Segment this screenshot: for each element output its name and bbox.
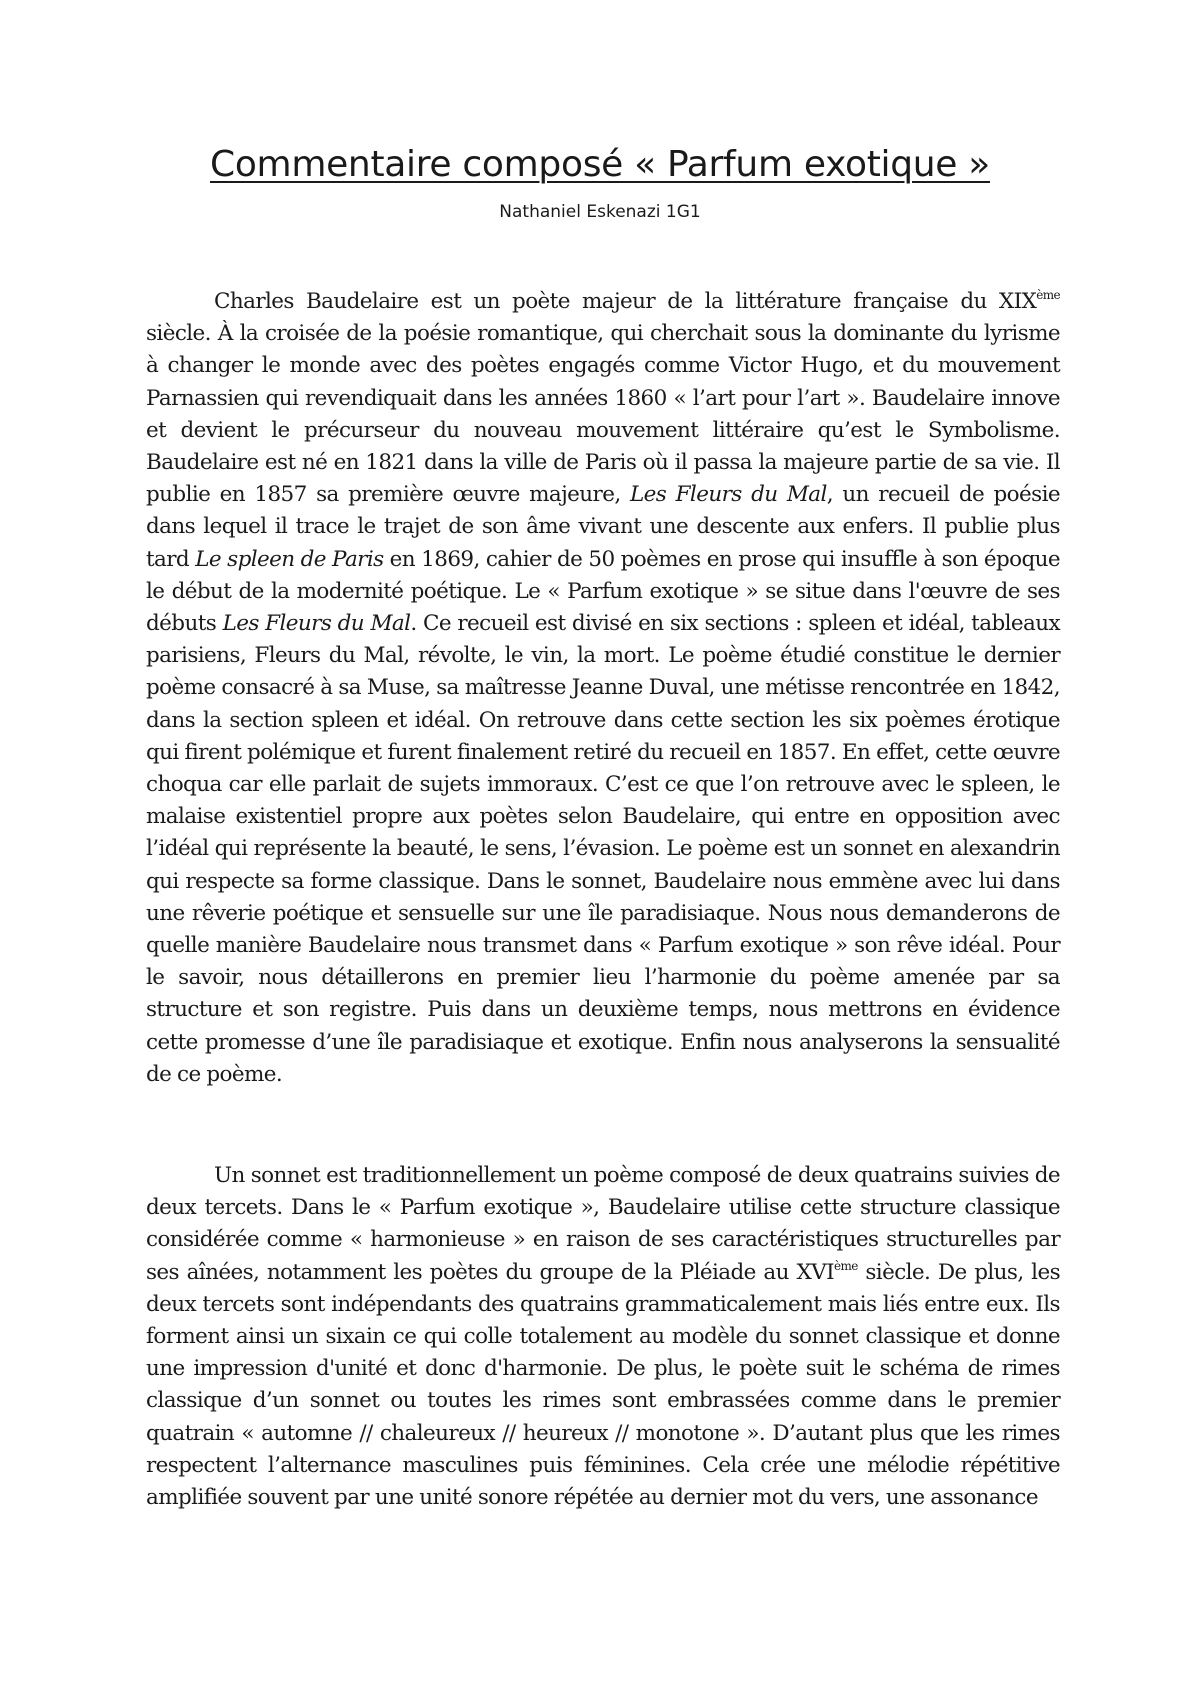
paragraph-text: en 1869, cahier de 50 poèmes en prose qui insuffle à son époque le début de la modernité poétique. Le « Parfum exotique » se situe dans l'œuvre de ses débuts — [146, 546, 1060, 637]
book-title-italic: Les Fleurs du Mal — [629, 482, 827, 508]
book-title-italic: Le spleen de Paris — [195, 546, 384, 572]
paragraph-introduction — [146, 286, 1060, 1091]
superscript-ordinal: ème — [1036, 288, 1060, 302]
paragraph-text: siècle. À la croisée de la poésie romantique, qui cherchait sous la dominante du lyrisme à changer le monde avec des poètes engagés comme Victor Hugo, et du mouvement Parnassien qui revendiquait dans les années 1860 « l’art pour l’art ». Baudelaire innove et devient le précurseur du nouveau mouvement littéraire qu’est le Symbolisme. Baudelaire est né en 1821 dans la ville de Paris où il passa la majeure partie de sa vie. Il publie en 1857 sa première œuvre majeure, — [146, 321, 1060, 508]
paragraph-text: , un recueil de poésie dans lequel il trace le trajet de son âme vivant une descente aux enfers. Il publie plus tard — [146, 482, 1060, 572]
paragraph-text: Un sonnet est traditionnellement un poème composé de deux quatrains suivies de deux tercets. Dans le « Parfum exotique », Baudelaire utilise cette structure classique considérée comme « harmonieuse » en raison de ses caractéristiques structurelles par ses aînées, notamment les poètes du groupe de la Pléiade au XVI — [146, 1163, 1060, 1285]
book-title-italic: Les Fleurs du Mal — [222, 611, 411, 637]
document-title: Commentaire composé « Parfum exotique » — [209, 144, 991, 185]
paragraph-text: Charles Baudelaire est un poète majeur de la littérature française du XIX — [214, 289, 1037, 314]
author-line: Nathaniel Eskenazi 1G1 — [499, 202, 701, 222]
superscript-ordinal: ème — [833, 1258, 858, 1273]
paragraph-text: siècle. De plus, les deux tercets sont indépendants des quatrains grammaticalement mais liés entre eux. Ils forment ainsi un sixain ce qui colle totalement au modèle du sonnet classique et donne une impression d'unité et donc d'harmonie. De plus, le poète suit le schéma de rimes classique d’un sonnet ou toutes les rimes sont embrassées comme dans le premier quatrain « automne // chaleureux // heureux // monotone ». D’autant plus que les rimes respectent l’alternance masculines puis féminines. Cela crée une mélodie répétitive amplifiée souvent par une unité sonore répétée au dernier mot du vers, une assonance — [146, 1259, 1060, 1511]
paragraph-sonnet-structure — [146, 1160, 1060, 1514]
paragraph-text: . Ce recueil est divisé en six sections : spleen et idéal, tableaux parisiens, Fleurs du Mal, révolte, le vin, la mort. Le poème étudié constitue le dernier poème consacré à sa Muse, sa maîtresse Jeanne Duval, une métisse rencontrée en 1842, dans la section spleen et idéal. On retrouve dans cette section les six poèmes érotique qui firent polémique et furent finalement retiré du recueil en 1857. En effet, cette œuvre choqua car elle parlait de sujets immoraux. C’est ce que l’on retrouve avec le spleen, le malaise existentiel propre aux poètes selon Baudelaire, qui entre en opposition avec l’idéal qui représente la beauté, le sens, l’évasion. Le poème est un sonnet en alexandrin qui respecte sa forme classique. Dans le sonnet, Baudelaire nous emmène avec lui dans une rêverie poétique et sensuelle sur une île paradisiaque. Nous nous demanderons de quelle manière Baudelaire nous transmet dans « Parfum exotique » son rêve idéal. Pour le savoir, nous détaillerons en premier lieu l’harmonie du poème amenée par sa structure et son registre. Puis dans un deuxième temps, nous mettrons en évidence cette promesse d’une île paradisiaque et exotique. Enfin nous analyserons la sensualité de ce poème. — [146, 611, 1060, 1087]
